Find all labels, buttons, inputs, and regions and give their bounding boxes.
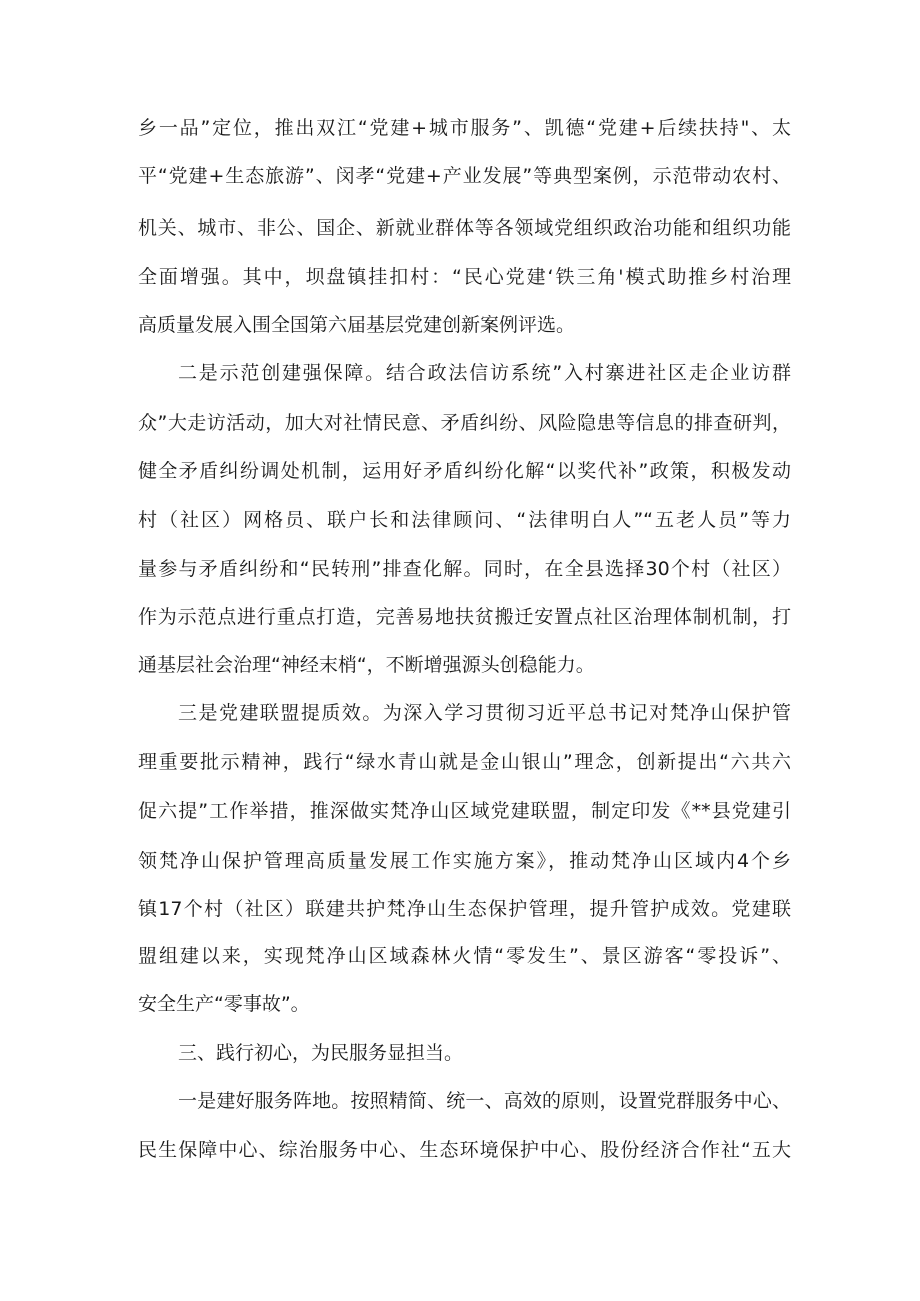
paragraph-first-line: 二是示范创建强保障。结合政法信访系统”入村寨进社区走企业访群 <box>178 362 791 384</box>
text-line: 量参与矛盾纠纷和“民转刑”排查化解。同时，在全县选择30个村（社区） <box>138 558 791 580</box>
text-line: 众”大走访活动，加大对社情民意、矛盾纠纷、风险隐患等信息的排查研判， <box>138 412 791 434</box>
text-line: 作为示范点进行重点打造，完善易地扶贫搬迁安置点社区治理体制机制，打 <box>138 606 791 628</box>
text-line: 理重要批示精神，践行“绿水青山就是金山银山”理念，创新提出“六共六 <box>138 751 791 773</box>
text-line: 高质量发展入围全国第六届基层党建创新案例评选。 <box>138 314 576 336</box>
text-line: 领梵净山保护管理高质量发展工作实施方案》，推动梵净山区域内4个乡 <box>138 850 791 872</box>
text-line: 安全生产“零事故”。 <box>138 993 310 1015</box>
paragraph-first-line: 一是建好服务阵地。按照精简、统一、高效的原则，设置党群服务中心、 <box>178 1090 791 1112</box>
text-line: 促六提”工作举措，推深做实梵净山区域党建联盟，制定印发《**县党建引 <box>138 800 791 822</box>
text-line: 平“党建+生态旅游”、闵孝“党建+产业发展”等典型案例，示范带动农村、 <box>138 165 791 187</box>
text-line: 健全矛盾纠纷调处机制，运用好矛盾纠纷化解“以奖代补”政策，积极发动 <box>138 460 791 482</box>
text-line: 全面增强。其中，坝盘镇挂扣村：“民心党建‘铁三角'模式助推乡村治理 <box>138 266 791 288</box>
text-line: 机关、城市、非公、国企、新就业群体等各领域党组织政治功能和组织功能 <box>138 217 791 239</box>
section-heading: 三、践行初心，为民服务显担当。 <box>178 1042 464 1064</box>
text-line: 村（社区）网格员、联户长和法律顾问、“法律明白人”“五老人员”等力 <box>138 509 791 531</box>
text-line: 盟组建以来，实现梵净山区域森林火情“零发生”、景区游客“零投诉”、 <box>138 945 791 967</box>
text-line: 乡一品”定位，推出双江“党建+城市服务”、凯德“党建+后续扶持"、太 <box>138 117 791 139</box>
text-line: 民生保障中心、综治服务中心、生态环境保护中心、股份经济合作社“五大 <box>138 1139 791 1161</box>
text-line: 镇17个村（社区）联建共护梵净山生态保护管理，提升管护成效。党建联 <box>138 898 791 920</box>
paragraph-first-line: 三是党建联盟提质效。为深入学习贯彻习近平总书记对梵净山保护管 <box>178 702 791 724</box>
text-line: 通基层社会治理“神经末梢“，不断增强源头创稳能力。 <box>138 654 595 676</box>
